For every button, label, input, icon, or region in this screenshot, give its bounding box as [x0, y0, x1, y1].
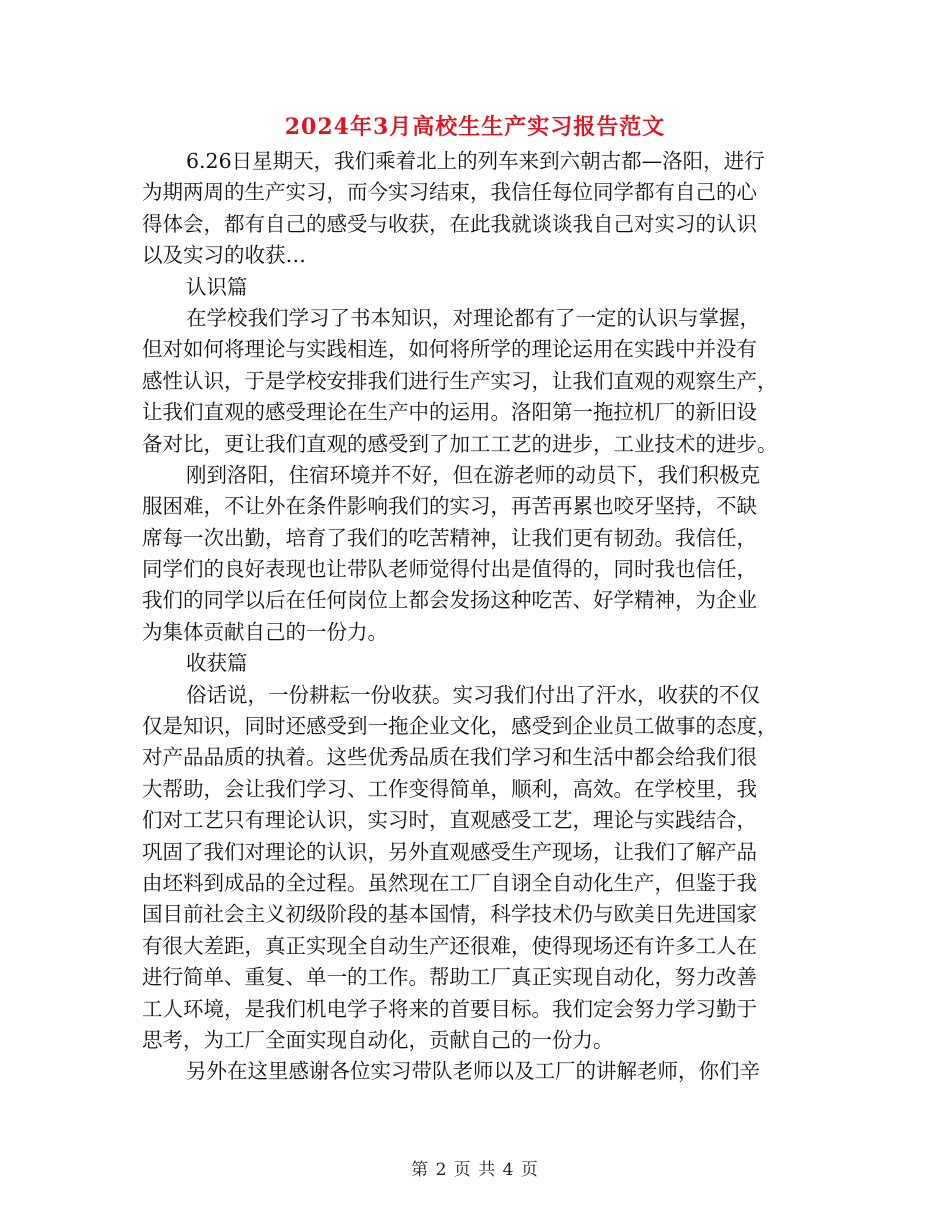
text-line: 我们的同学以后在任何岗位上都会发扬这种吃苦、好学精神，为企业 — [142, 588, 757, 613]
text-line: 以及实习的收获… — [142, 243, 306, 268]
text-line: 对产品品质的执着。这些优秀品质在我们学习和生活中都会给我们很 — [142, 745, 757, 770]
text-line: 让我们直观的感受理论在生产中的运用。洛阳第一拖拉机厂的新旧设 — [142, 400, 757, 425]
text-line: 为期两周的生产实习，而今实习结束，我信任每位同学都有自己的心 — [142, 180, 757, 205]
text-line: 认识篇 — [186, 274, 248, 299]
text-line: 巩固了我们对理论的认识，另外直观感受生产现场，让我们了解产品 — [142, 839, 757, 864]
text-line: 仅是知识，同时还感受到一拖企业文化，感受到企业员工做事的态度， — [142, 714, 778, 739]
text-line: 大帮助，会让我们学习、工作变得简单，顺利，高效。在学校里，我 — [142, 776, 757, 801]
text-line: 有很大差距，真正实现全自动生产还很难，使得现场还有许多工人在 — [142, 933, 757, 958]
text-line: 备对比，更让我们直观的感受到了加工工艺的进步，工业技术的进步。 — [142, 431, 778, 456]
text-line: 刚到洛阳，住宿环境并不好，但在游老师的动员下，我们积极克 — [186, 462, 760, 487]
text-line: 俗话说，一份耕耘一份收获。实习我们付出了汗水，收获的不仅 — [186, 682, 760, 707]
text-line: 工人环境，是我们机电学子将来的首要目标。我们定会努力学习勤于 — [142, 996, 757, 1021]
text-line: 同学们的良好表现也让带队老师觉得付出是值得的，同时我也信任， — [142, 557, 757, 582]
text-line: 在学校我们学习了书本知识，对理论都有了一定的认识与掌握， — [186, 305, 760, 330]
page-footer: 第 2 页 共 4 页 — [411, 1160, 539, 1180]
text-line: 思考，为工厂全面实现自动化，贡献自己的一份力。 — [142, 1027, 614, 1052]
text-line: 国目前社会主义初级阶段的基本国情，科学技术仍与欧美日先进国家 — [142, 902, 757, 927]
text-line: 席每一次出勤，培育了我们的吃苦精神，让我们更有韧劲。我信任， — [142, 525, 757, 550]
text-line: 们对工艺只有理论认识，实习时，直观感受工艺，理论与实践结合， — [142, 808, 757, 833]
text-line: 但对如何将理论与实践相连，如何将所学的理论运用在实践中并没有 — [142, 337, 757, 362]
document-body — [142, 146, 812, 1088]
text-line: 得体会，都有自己的感受与收获，在此我就谈谈我自己对实习的认识 — [142, 211, 757, 236]
text-line: 为集体贡献自己的一份力。 — [142, 619, 388, 644]
text-line: 另外在这里感谢各位实习带队老师以及工厂的讲解老师，你们辛 — [186, 1059, 760, 1084]
text-line: 6.26日星期天，我们乘着北上的列车来到六朝古都—洛阳，进行 — [186, 149, 765, 173]
text-line: 由坯料到成品的全过程。虽然现在工厂自诩全自动化生产，但鉴于我 — [142, 870, 757, 895]
text-line: 进行简单、重复、单一的工作。帮助工厂真正实现自动化，努力改善 — [142, 965, 757, 990]
document-title: 2024年3月高校生生产实习报告范文 — [284, 114, 666, 140]
text-line: 感性认识，于是学校安排我们进行生产实习，让我们直观的观察生产， — [142, 368, 778, 393]
text-line: 收获篇 — [186, 651, 248, 676]
text-line: 服困难，不让外在条件影响我们的实习，再苦再累也咬牙坚持，不缺 — [142, 494, 757, 519]
